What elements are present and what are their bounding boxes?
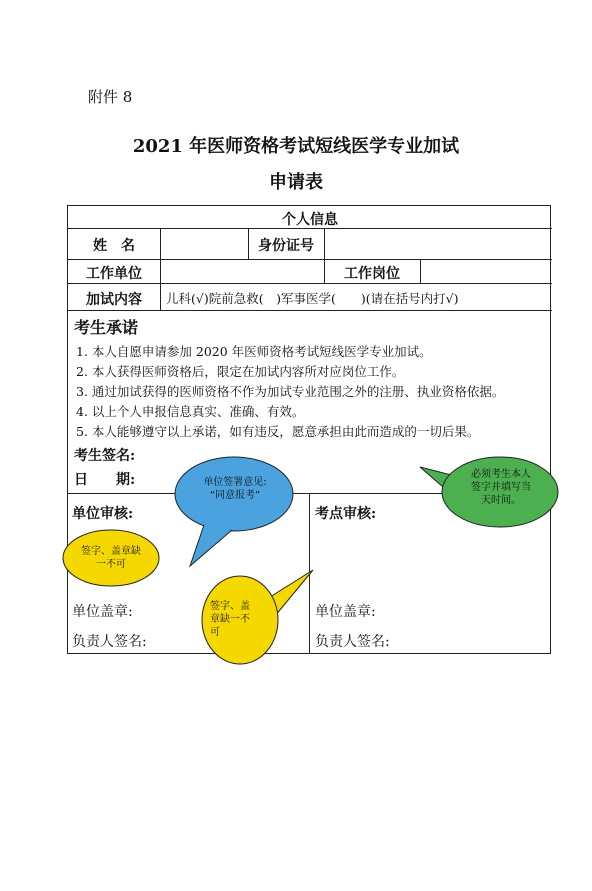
attachment-label: 附件 8: [88, 88, 133, 106]
label-exam-content: 加试内容: [86, 292, 142, 308]
green-bubble-text: 必须考生本人 签字并填写当 天时间。: [471, 469, 531, 506]
leader-sign-label-right: 负责人签名:: [315, 634, 390, 650]
label-work-unit: 工作单位: [86, 266, 142, 282]
candidate-signature-label: 考生签名:: [74, 448, 136, 464]
site-review-label: 考点审核:: [315, 506, 377, 522]
leader-sign-label-left: 负责人签名:: [72, 634, 147, 650]
commitment-item: 3. 通过加试获得的医师资格不作为加试专业范围之外的注册、执业资格依据。: [76, 384, 505, 399]
label-id-number: 身份证号: [258, 238, 314, 254]
yellow-left-bubble-text: 签字、盖章缺 一不可: [81, 546, 141, 570]
blue-bubble-text: 单位签署意见: “同意报考”: [203, 477, 267, 501]
exam-content-options[interactable]: 儿科(√)院前急救( )军事医学( )(请在括号内打√): [166, 291, 459, 306]
commitment-item: 2. 本人获得医师资格后，限定在加试内容所对应岗位工作。: [76, 364, 405, 379]
yellow-center-bubble-text: 签字、盖 章缺一不 可: [210, 601, 250, 638]
unit-seal-label-right: 单位盖章:: [315, 604, 376, 620]
date-label: 日 期:: [74, 472, 136, 488]
section-personal-info: 个人信息: [282, 212, 338, 228]
label-work-post: 工作岗位: [344, 266, 400, 282]
unit-seal-label-left: 单位盖章:: [72, 604, 133, 620]
commitment-item: 4. 以上个人申报信息真实、准确、有效。: [76, 404, 305, 419]
document-title: 2021 年医师资格考试短线医学专业加试: [132, 136, 460, 157]
unit-review-label: 单位审核:: [72, 506, 134, 522]
blue-speech-bubble: [175, 457, 293, 566]
commitment-item: 1. 本人自愿申请参加 2020 年医师资格考试短线医学专业加试。: [76, 344, 432, 359]
document-subtitle: 申请表: [269, 172, 323, 193]
commitment-title: 考生承诺: [74, 318, 139, 337]
commitment-item: 5. 本人能够遵守以上承诺，如有违反，愿意承担由此而造成的一切后果。: [76, 424, 480, 439]
label-name: 姓 名: [93, 238, 135, 254]
